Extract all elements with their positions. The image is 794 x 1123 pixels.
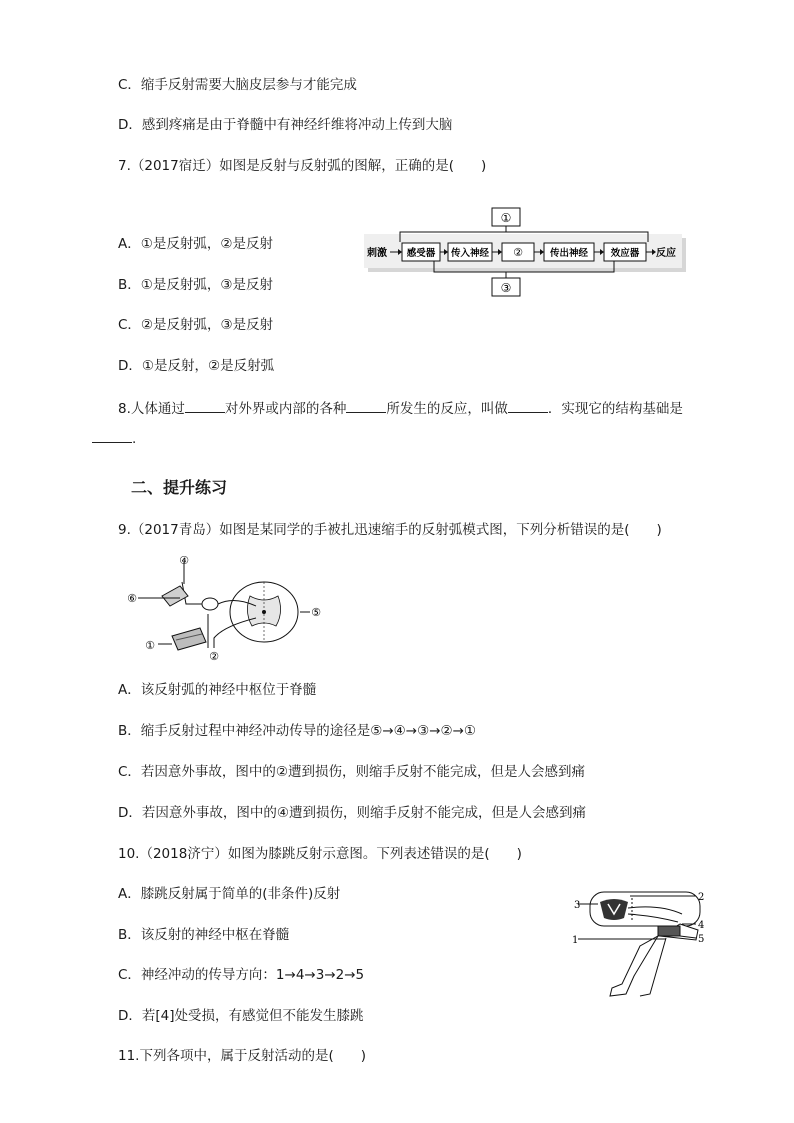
- q10-option-b: B．该反射的神经中枢在脊髓: [118, 927, 290, 943]
- section-heading: 二、提升练习: [131, 478, 228, 497]
- fig9-label-1: ①: [145, 639, 155, 652]
- q8-blank-3[interactable]: [508, 398, 548, 413]
- q9-option-d: D．若因意外事故，图中的④遭到损伤，则缩手反射不能完成，但是人会感到痛: [118, 805, 586, 821]
- q6-option-c: C．缩手反射需要大脑皮层参与才能完成: [118, 77, 357, 93]
- q8-part-2: 对外界或内部的各种: [224, 401, 347, 417]
- q8-blank-2[interactable]: [346, 398, 386, 413]
- knee-jerk-reflex-diagram: [570, 884, 710, 1002]
- q9-stem: 9.（2017青岛）如图是某同学的手被扎迅速缩手的反射弧模式图，下列分析错误的是( ): [118, 522, 662, 538]
- q7-option-b: B．①是反射弧，③是反射: [118, 277, 273, 293]
- fig10-label-4: 4: [698, 920, 705, 931]
- fig7-effector: 效应器: [610, 248, 640, 259]
- fig7-response: 反应: [656, 248, 676, 259]
- fig9-label-5: ⑤: [311, 606, 321, 619]
- q8-stem-cont: [92, 428, 136, 448]
- hand-reflex-arc-diagram: [124, 556, 324, 664]
- q8-blank-1[interactable]: [185, 398, 225, 413]
- q6-option-d: D．感到疼痛是由于脊髓中有神经纤维将冲动上传到大脑: [118, 117, 453, 133]
- q9-option-b: B．缩手反射过程中神经冲动传导的途径是⑤→④→③→②→①: [118, 723, 477, 739]
- fig9-label-6: ⑥: [127, 592, 137, 605]
- reflex-arc-diagram: [364, 206, 690, 302]
- fig7-center: ②: [513, 246, 523, 259]
- fig7-bottom-label: ③: [500, 281, 512, 295]
- fig10-label-3: 3: [574, 900, 581, 911]
- q10-stem: 10.（2018济宁）如图为膝跳反射示意图。下列表述错误的是( ): [118, 846, 522, 862]
- fig7-afferent: 传入神经: [450, 248, 490, 259]
- q10-option-c: C．神经冲动的传导方向：1→4→3→2→5: [118, 967, 365, 983]
- q9-option-c: C．若因意外事故，图中的②遭到损伤，则缩手反射不能完成，但是人会感到痛: [118, 764, 586, 780]
- q7-option-c: C．②是反射弧，③是反射: [118, 317, 274, 333]
- fig7-receptor: 感受器: [406, 248, 436, 259]
- q8-part-3: 所发生的反应，叫做: [386, 401, 508, 417]
- q8-end: .: [132, 431, 137, 447]
- fig7-efferent: 传出神经: [549, 248, 589, 259]
- q8-stem: [118, 398, 683, 418]
- q10-option-a: A．膝跳反射属于简单的(非条件)反射: [118, 886, 341, 902]
- q10-option-d: D．若[4]处受损，有感觉但不能发生膝跳: [118, 1008, 364, 1024]
- q8-part-1: 8.人体通过: [118, 401, 185, 417]
- fig9-label-2: ②: [209, 650, 219, 663]
- fig10-label-1: 1: [572, 935, 579, 946]
- q8-blank-4[interactable]: [92, 428, 132, 443]
- q8-part-4: ．实现它的结构基础是: [547, 401, 683, 417]
- fig10-label-5: 5: [698, 934, 705, 945]
- q7-option-a: A．①是反射弧，②是反射: [118, 236, 273, 252]
- fig7-top-label: ①: [500, 211, 512, 225]
- fig9-label-4: ④: [179, 556, 189, 567]
- q7-stem: 7.（2017宿迁）如图是反射与反射弧的图解，正确的是( ): [118, 158, 487, 174]
- fig10-label-2: 2: [698, 892, 705, 903]
- fig7-stimulus: 刺激: [367, 248, 387, 259]
- q9-option-a: A．该反射弧的神经中枢位于脊髓: [118, 682, 317, 698]
- q7-option-d: D．①是反射，②是反射弧: [118, 358, 275, 374]
- q11-stem: 11.下列各项中，属于反射活动的是( ): [118, 1048, 367, 1064]
